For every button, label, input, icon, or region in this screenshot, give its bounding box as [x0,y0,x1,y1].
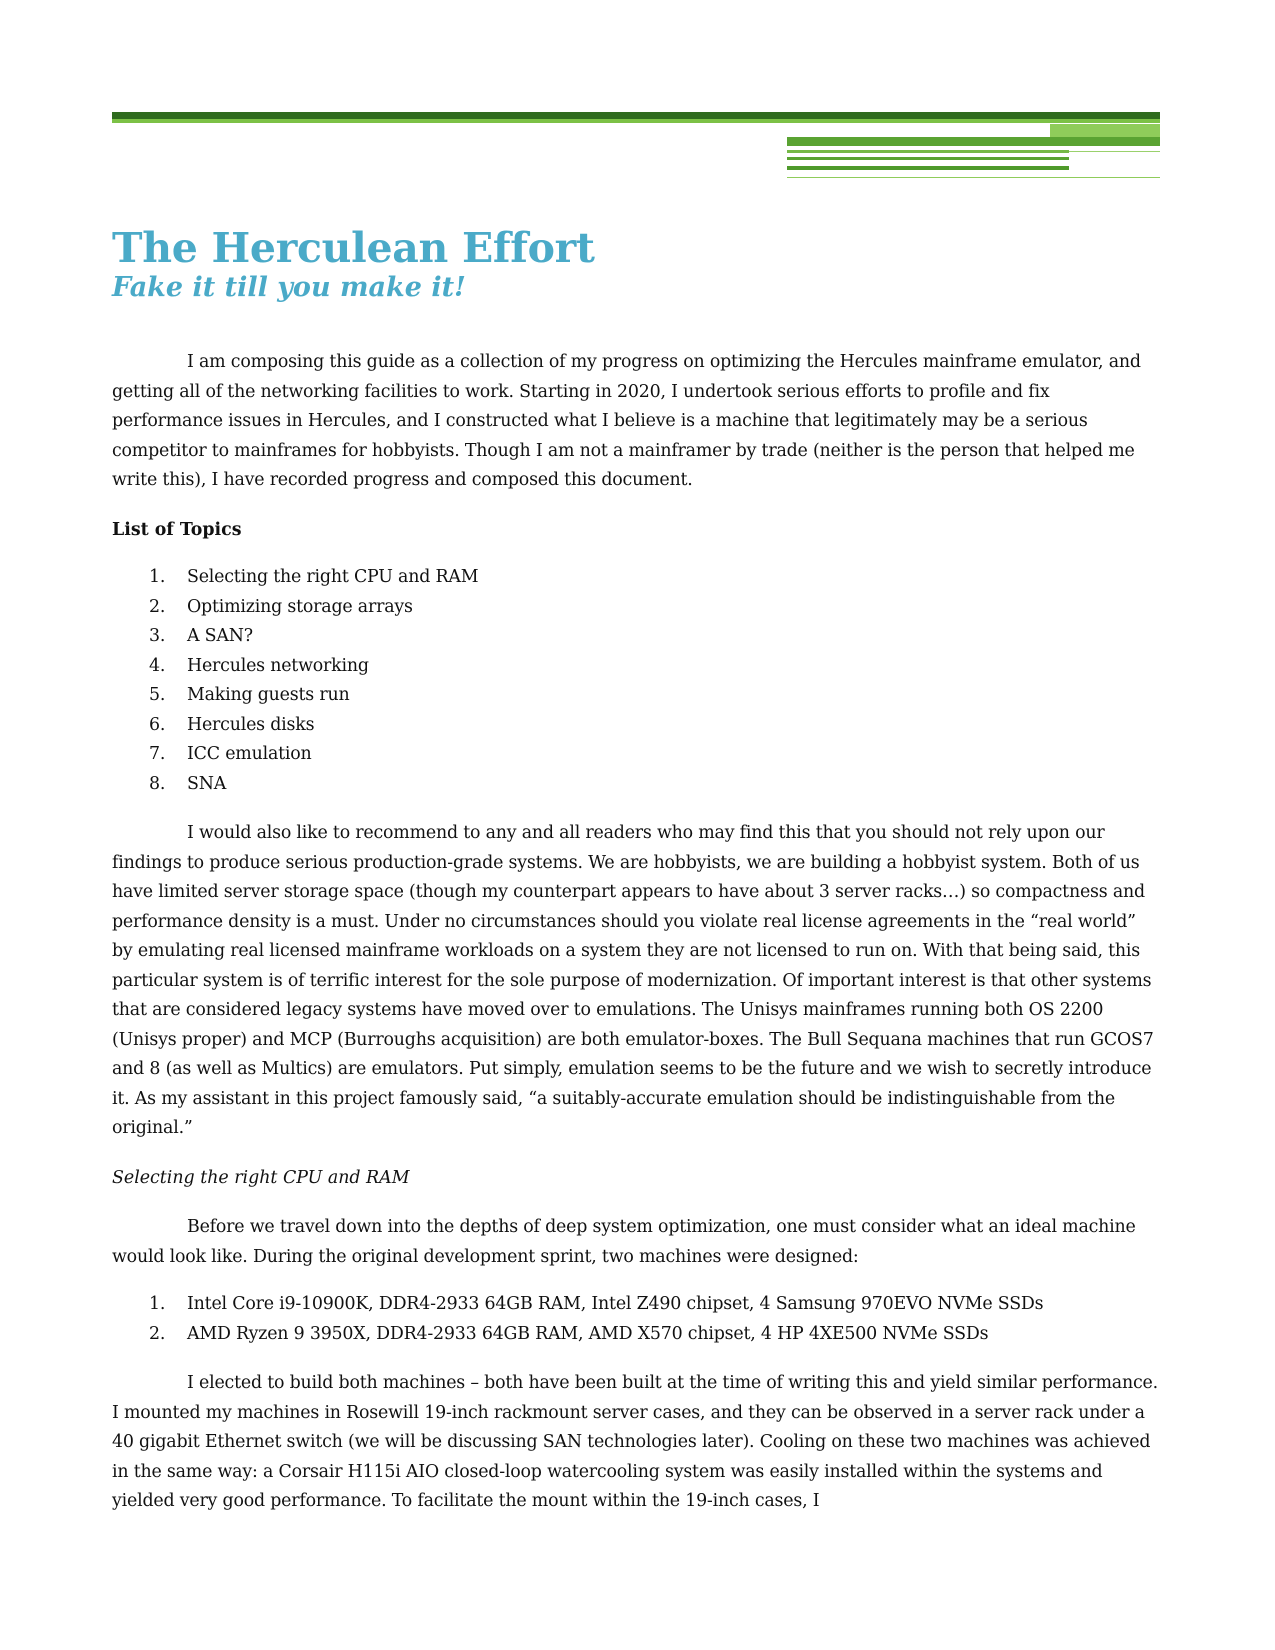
list-number: 3. [149,626,166,646]
list-number: 1. [149,1294,166,1314]
list-item-label: Making guests run [187,685,350,705]
list-item-label: Optimizing storage arrays [187,596,413,617]
document-title: The Herculean Effort [112,224,595,272]
list-item-label: Hercules networking [187,655,369,676]
list-number: 5. [149,685,166,705]
section-paragraph-cpu-ram: Before we travel down into the depths of deep system optimization, one must consider what an ideal machine would look like. During the original development sprint, two machines were designed: [112,1217,1136,1267]
disclaimer-paragraph: I would also like to recommend to any and all readers who may find this that you should not rely upon our findings to produce serious production-grade systems. We are hobbyists, we are building a hobbyist system. Both of us have limited server storage space (though my counterpart appears to have about 3 server racks…) so compactness and performance density is a must. Under no circumstances should you violate real license agreements in the “real world” by emulating real licensed mainframe workloads on a system they are not licensed to run on. With that being said, this particular system is of terrific interest for the sole purpose of modernization. Of important interest is that other systems that are considered legacy systems have moved over to emulations. The Unisys mainframes running both OS 2200 (Unisys proper) and MCP (Burroughs acquisition) are both emulator-boxes. The Bull Sequana machines that run GCOS7 and 8 (as well as Multics) are emulators. Put simply, emulation seems to be the future and we wish to secretly introduce it. As my assistant in this project famously said, “a suitably-accurate emulation should be indistinguishable from the original.” [112,823,1154,1138]
header-accent-stripe-3 [787,157,1069,160]
list-number: 2. [149,596,166,617]
intro-paragraph: I am composing this guide as a collection of my progress on optimizing the Hercules mainframe emulator, and getting all of the networking facilities to work. Starting in 2020, I undertook serious efforts to profile and fix performance issues in Hercules, and I constructed what I believe is a machine that legitimately may be a serious competitor to mainframes for hobbyists. Though I am not a mainframer by trade (neither is the person that helped me write this), I have recorded progress and composed this document. [112,352,1141,490]
list-item [112,563,1160,593]
header-accent-line-2 [787,177,1160,178]
list-number: 8. [149,773,166,794]
machines-list [112,1290,1160,1349]
header-accent-stripe-4 [787,166,1069,170]
build-paragraph: I elected to build both machines – both have been built at the time of writing this and yield similar performance. I mounted my machines in Rosewill 19-inch rackmount server cases, and they can be observed in a server rack under a 40 gigabit Ethernet switch (we will be discussing SAN technologies later). Cooling on these two machines was achieved in the same way: a Corsair H115i AIO closed-loop watercooling system was easily installed within the systems and yielded very good performance. To facilitate the mount within the 19-inch cases, I [112,1373,1158,1511]
list-item-label: AMD Ryzen 9 3950X, DDR4-2933 64GB RAM, AMD X570 chipset, 4 HP 4XE500 NVMe SSDs [187,1323,989,1344]
list-item [112,711,1160,741]
header-accent-block [1050,124,1160,137]
list-number: 1. [149,567,166,587]
list-item-label: Hercules disks [187,714,315,735]
header-accent-line-1 [1069,151,1160,152]
list-number: 2. [149,1323,166,1344]
list-item-label: Intel Core i9-10900K, DDR4-2933 64GB RAM, Intel Z490 chipset, 4 Samsung 970EVO NVMe SSDs [187,1294,1044,1314]
header-bar-light [112,119,1160,123]
list-item [112,622,1160,652]
list-item-label: A SAN? [187,626,253,646]
list-item [112,593,1160,623]
list-number: 6. [149,714,166,735]
list-item [112,740,1160,770]
header-accent-stripe-1 [787,137,1160,146]
list-number: 4. [149,655,166,676]
topics-heading: List of Topics [112,519,242,540]
list-item-label: ICC emulation [187,744,312,764]
list-item [112,681,1160,711]
list-item-label: SNA [187,773,227,794]
list-item [112,652,1160,682]
list-number: 7. [149,744,166,764]
list-item [112,770,1160,800]
list-item [112,1290,1160,1320]
document-subtitle: Fake it till you make it! [112,272,466,303]
list-item [112,1320,1160,1350]
list-item-label: Selecting the right CPU and RAM [187,567,479,587]
topics-list [112,563,1160,799]
header-bar-dark [112,112,1160,119]
section-heading-cpu-ram: Selecting the right CPU and RAM [112,1167,410,1188]
document-body [112,224,1160,1517]
header-accent-stripe-2 [787,150,1069,153]
